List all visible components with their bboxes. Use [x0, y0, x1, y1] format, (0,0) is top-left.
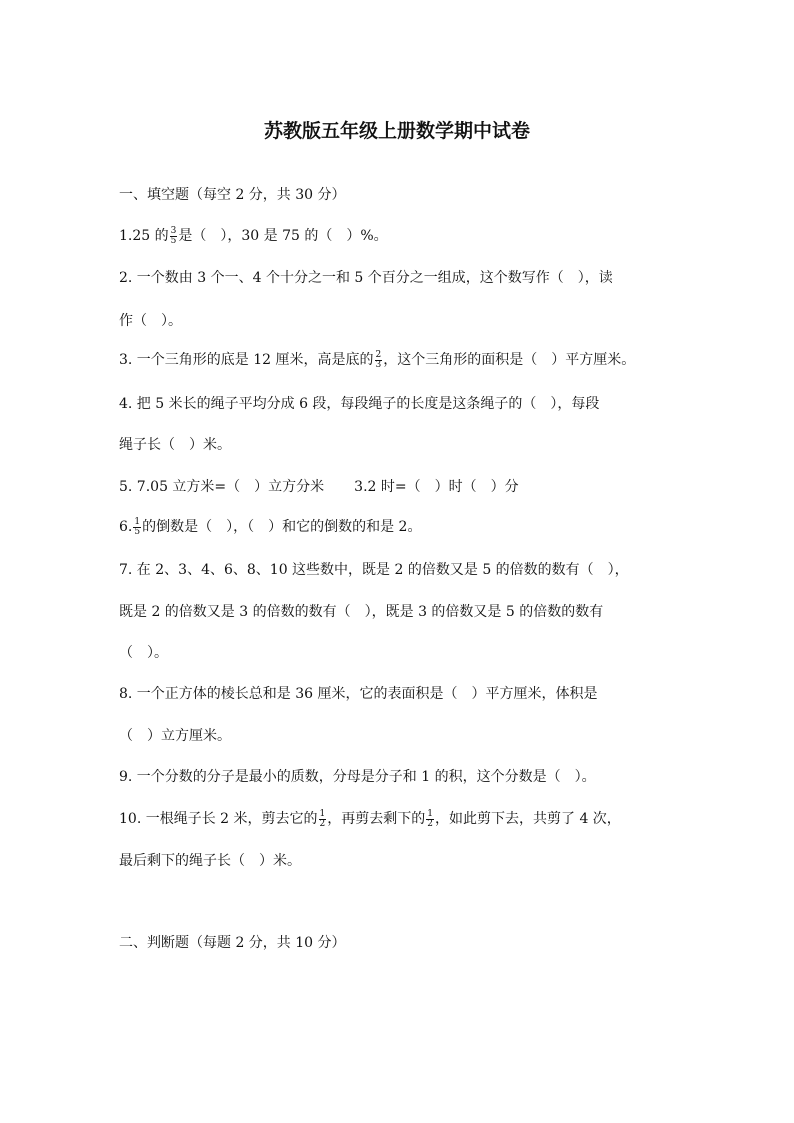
question-10-text-a: 10. 一根绳子长 2 米，剪去它的	[119, 811, 318, 827]
question-3	[119, 350, 679, 370]
question-5	[119, 477, 679, 497]
question-4-line-1: 4. 把 5 米长的绳子平均分成 6 段，每段绳子的长度是这条绳子的（ ），每段	[119, 396, 600, 412]
section-heading-fill-in: 一、填空题（每空 2 分，共 30 分）	[119, 187, 346, 203]
question-10-line-2: 最后剩下的绳子长（ ）米。	[119, 853, 301, 869]
question-6-text-b: 的倒数是（ ），（ ）和它的倒数的和是 2。	[142, 519, 422, 535]
question-3-text-a: 3. 一个三角形的底是 12 厘米，高是底的	[119, 352, 374, 368]
fraction: $\frac{1}{5}$	[134, 516, 141, 537]
question-7-line-3: （ ）。	[119, 645, 168, 661]
fraction: $\frac{1}{2}$	[427, 808, 433, 829]
question-8-line-2: （ ）立方厘米。	[119, 728, 231, 744]
question-1-text-b: 是（ ），30 是 75 的（ ）%。	[178, 228, 388, 244]
section-heading-true-false: 二、判断题（每题 2 分，共 10 分）	[119, 935, 346, 951]
fraction: $\frac{1}{2}$	[319, 808, 326, 829]
question-10-text-b: ，再剪去剩下的	[327, 811, 426, 827]
question-6-text-a: 6.	[119, 519, 133, 535]
question-3-text-b: ，这个三角形的面积是（ ）平方厘米。	[383, 352, 636, 368]
question-10-line-1	[119, 809, 679, 829]
question-5-part-2: 3.2 时=（ ）时（ ）分	[354, 479, 519, 495]
question-8-line-1: 8. 一个正方体的棱长总和是 36 厘米，它的表面积是（ ）平方厘米，体积是	[119, 686, 598, 702]
fraction: $\frac{3}{5}$	[170, 225, 177, 246]
question-9: 9. 一个分数的分子是最小的质数，分母是分子和 1 的积，这个分数是（ ）。	[119, 769, 596, 785]
question-7-line-1: 7. 在 2、3、4、6、8、10 这些数中，既是 2 的倍数又是 5 的倍数的数有（ ），	[119, 562, 629, 578]
question-7-line-2: 既是 2 的倍数又是 3 的倍数的数有（ ），既是 3 的倍数又是 5 的倍数的数有	[119, 604, 604, 620]
question-5-part-1: 5. 7.05 立方米=（ ）立方分米	[119, 479, 325, 495]
fraction: $\frac{2}{3}$	[375, 349, 382, 370]
question-10-text-c: ，如此剪下去，共剪了 4 次，	[435, 811, 621, 827]
question-1	[119, 226, 679, 246]
question-2-line-1: 2. 一个数由 3 个一、4 个十分之一和 5 个百分之一组成，这个数写作（ ），读	[119, 270, 613, 286]
question-2-line-2: 作（ ）。	[119, 313, 182, 329]
page-title: 苏教版五年级上册数学期中试卷	[263, 120, 530, 142]
question-1-text-a: 1.25 的	[119, 228, 169, 244]
question-4-line-2: 绳子长（ ）米。	[119, 437, 231, 453]
question-6	[119, 517, 679, 537]
